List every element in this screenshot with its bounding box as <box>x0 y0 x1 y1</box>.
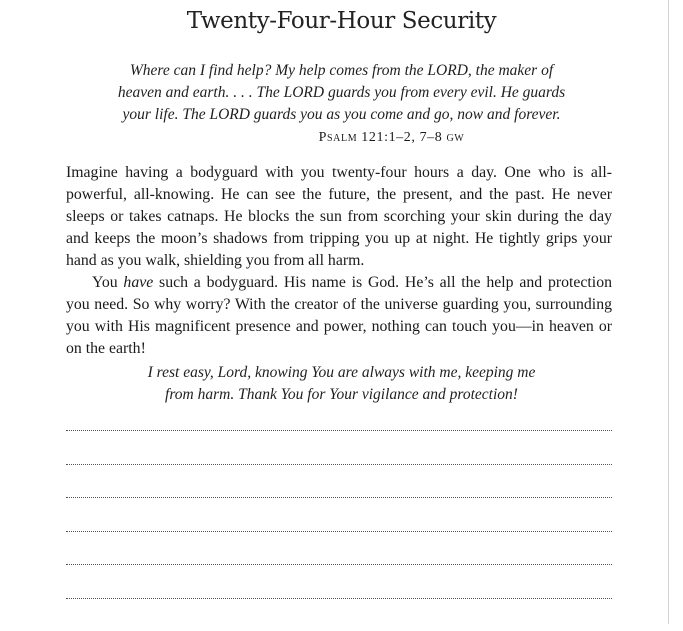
verse-line: Where can I find help? My help comes from the LORD, the maker of <box>129 62 554 79</box>
journal-lines <box>66 430 612 631</box>
body-paragraph-1: Imagine having a bodyguard with you twenty-four hours a day. One who is all-powerful, all-knowing. He can see the future, the present, and the past. He never sleeps or takes catnaps. He blocks the sun from scorching your skin during the day and keeps the moon’s shadows from tripping you up at night. He tightly grips your hand as you walk, shielding you from all harm. <box>66 164 612 269</box>
verse-line: heaven and earth. . . . The LORD guards you from every evil. He guards <box>117 84 566 101</box>
prayer-line: I rest easy, Lord, knowing You are always with me, keeping me <box>147 364 536 381</box>
prayer-line: from harm. Thank You for Your vigilance and protection! <box>165 386 518 403</box>
page-title: Twenty-Four-Hour Security <box>186 8 497 34</box>
scripture-reference: Psalm 121:1–2, 7–8 gw <box>318 130 465 145</box>
closing-prayer <box>0 362 683 406</box>
verse-line: your life. The LORD guards you as you come and go, now and forever. <box>122 106 561 123</box>
paragraph-2-start: You <box>92 274 124 291</box>
scripture-verse <box>0 60 683 126</box>
journal-line[interactable] <box>66 564 612 565</box>
emphasis-word: have <box>123 274 154 291</box>
journal-line[interactable] <box>66 497 612 498</box>
scripture-reference-row <box>0 130 683 146</box>
journal-line[interactable] <box>66 531 612 532</box>
journal-line[interactable] <box>66 430 612 431</box>
paragraph-2-rest: such a bodyguard. His name is God. He’s all the help and protection you need. So why worry? With the creator of the universe guarding you, surrounding you with His magnificent presence and power, nothing can touch you—in heaven or on the earth! <box>66 274 612 357</box>
journal-line[interactable] <box>66 598 612 599</box>
body-paragraph-2 <box>66 272 612 360</box>
devotional-body <box>66 162 612 360</box>
journal-line[interactable] <box>66 464 612 465</box>
